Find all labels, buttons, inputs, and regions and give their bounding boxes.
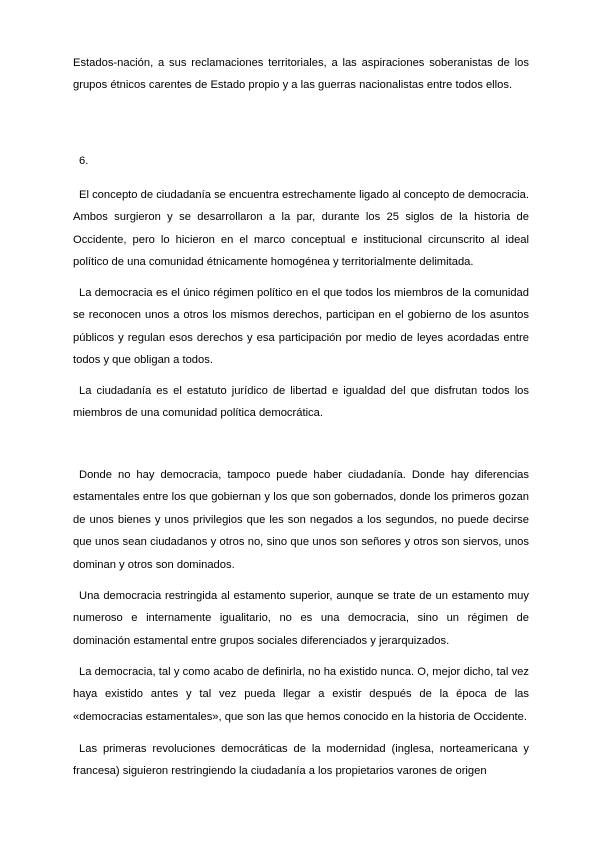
section-number: 6. <box>79 155 89 167</box>
paragraph-democracia-definicion: La democracia es el único régimen político en el que todos los miembros de la comunidad se reconocen unos a otros los mismos derechos, participan en el gobierno de los asuntos públicos y regulan esos derechos y esa participación por medio de leyes acordadas entre todos y que obligan a todos. <box>73 287 529 367</box>
paragraph-sin-democracia: Donde no hay democracia, tampoco puede haber ciudadanía. Donde hay diferencias estamentales entre los que gobiernan y los que son gobernados, donde los primeros gozan de unos bienes y unos privilegios que les son negados a los segundos, no puede decirse que unos sean ciudadanos y otros no, sino que unos son señores y otros son siervos, unos dominan y otros son dominados. <box>73 469 529 571</box>
paragraph-democracia-restringida: Una democracia restringida al estamento superior, aunque se trate de un estamento muy numeroso e internamente igualitario, no es una democracia, sino un régimen de dominación estamental entre grupos sociales diferenciados y jerarquizados. <box>73 590 529 647</box>
paragraph-ciudadania-concepto: El concepto de ciudadanía se encuentra estrechamente ligado al concepto de democracia. Ambos surgieron y se desarrollaron a la par, durante los 25 siglos de la historia de Occidente, pero lo hicieron en el marco conceptual e institucional circunscrito al ideal político de una comunidad étnicamente homogénea y territorialmente delimitada. <box>73 189 529 269</box>
paragraph-revoluciones: Las primeras revoluciones democráticas de la modernidad (inglesa, norteamericana y francesa) siguieron restringiendo la ciudadanía a los propietarios varones de origen <box>73 743 529 778</box>
paragraph-intro: Estados-nación, a sus reclamaciones territoriales, a las aspiraciones soberanistas de los grupos étnicos carentes de Estado propio y a las guerras nacionalistas entre todos ellos. <box>73 57 529 92</box>
paragraph-democracia-nunca: La democracia, tal y como acabo de definirla, no ha existido nunca. O, mejor dicho, tal vez haya existido antes y tal vez pueda llegar a existir después de la época de las «democracias estamentales», que son las que hemos conocido en la historia de Occidente. <box>73 666 529 723</box>
paragraph-ciudadania-estatuto: La ciudadanía es el estatuto jurídico de libertad e igualdad del que disfrutan todos los miembros de una comunidad política democrática. <box>73 385 529 420</box>
